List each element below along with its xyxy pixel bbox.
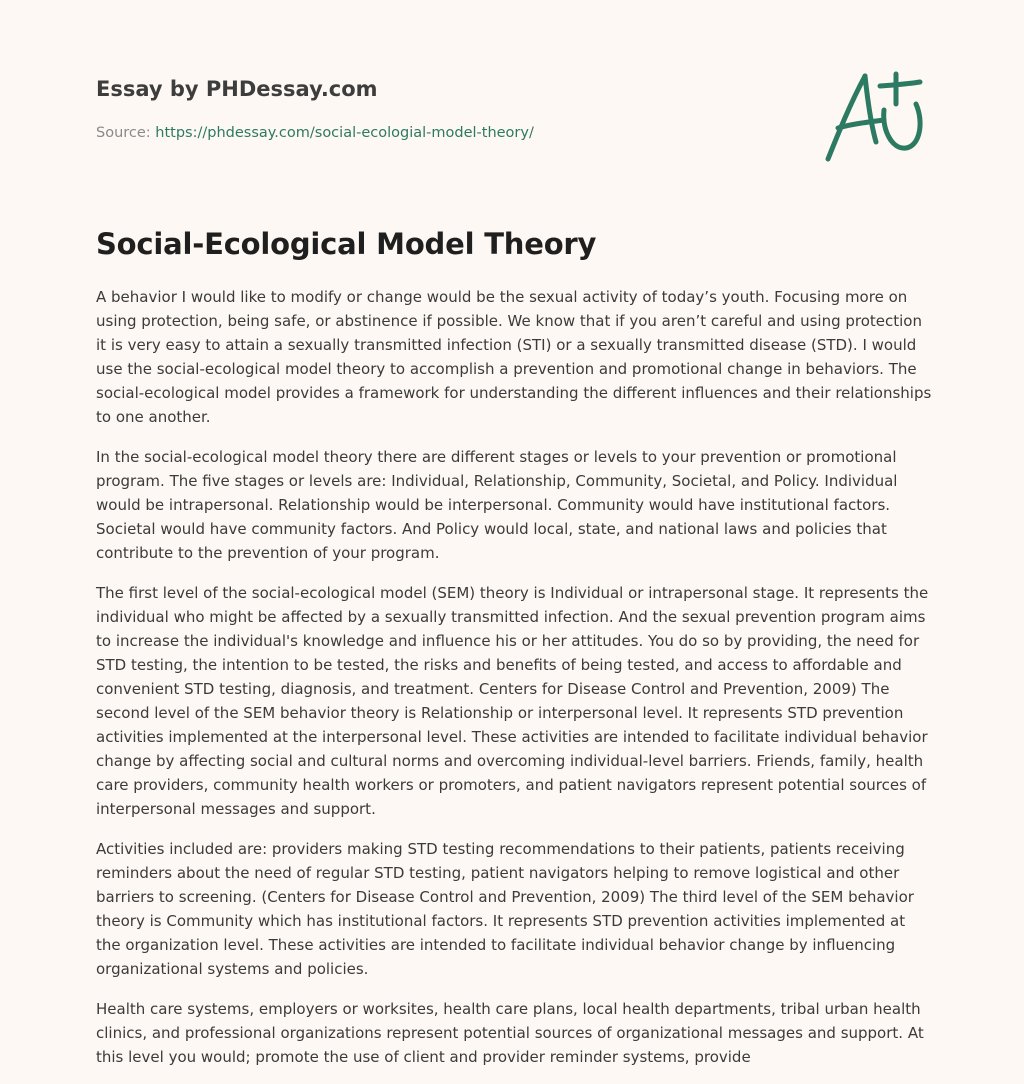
source-line [96,123,796,143]
source-link[interactable]: https://phdessay.com/social-ecologial-model-theory/ [155,125,534,141]
source-label: Source: [96,125,156,141]
a-plus-grade-icon [818,64,934,168]
page-header [96,74,796,143]
paragraph-5: Health care systems, employers or worksites, health care plans, local health departments, tribal urban health clinics, and professional organizations represent potential sources of organizational messages and support. At this level you would; promote the use of client and provider reminder systems, provide [96,1000,924,1066]
essay-body [96,285,932,1084]
site-brand: Essay by PHDessay.com [96,77,378,101]
paragraph-3: The first level of the social-ecological model (SEM) theory is Individual or intrapersonal stage. It represents the individual who might be affected by a sexually transmitted infection. And the sexual prevention program aims to increase the individual's knowledge and influence his or her attitudes. You do so by providing, the need for STD testing, the intention to be tested, the risks and benefits of being tested, and access to affordable and convenient STD testing, diagnosis, and treatment. Centers for Disease Control and Prevention, 2009) The second level of the SEM behavior theory is Relationship or interpersonal level. It represents STD prevention activities implemented at the interpersonal level. These activities are intended to facilitate individual behavior change by affecting social and cultural norms and overcoming individual-level barriers. Friends, family, health care providers, community health workers or promoters, and patient navigators represent potential sources of interpersonal messages and support. [96,584,929,818]
page-title: Social-Ecological Model Theory [96,227,597,261]
paragraph-2: In the social-ecological model theory there are different stages or levels to your prevention or promotional program. The five stages or levels are: Individual, Relationship, Community, Societal, and Policy. Individual would be intrapersonal. Relationship would be interpersonal. Community would have institutional factors. Societal would have community factors. And Policy would local, state, and national laws and policies that contribute to the prevention of your program. [96,448,898,562]
paragraph-1: A behavior I would like to modify or change would be the sexual activity of today’s youth. Focusing more on using protection, being safe, or abstinence if possible. We know that if you aren’t careful and using protection it is very easy to attain a sexually transmitted infection (STI) or a sexually transmitted disease (STD). I would use the social-ecological model theory to accomplish a prevention and promotional change in behaviors. The social-ecological model provides a framework for understanding the different influences and their relationships to one another. [96,288,932,426]
paragraph-4: Activities included are: providers making STD testing recommendations to their patients, patients receiving reminders about the need of regular STD testing, patient navigators helping to remove logistical and other barriers to screening. (Centers for Disease Control and Prevention, 2009) The third level of the SEM behavior theory is Community which has institutional factors. It represents STD prevention activities implemented at the organization level. These activities are intended to facilitate individual behavior change by influencing organizational systems and policies. [96,840,914,978]
